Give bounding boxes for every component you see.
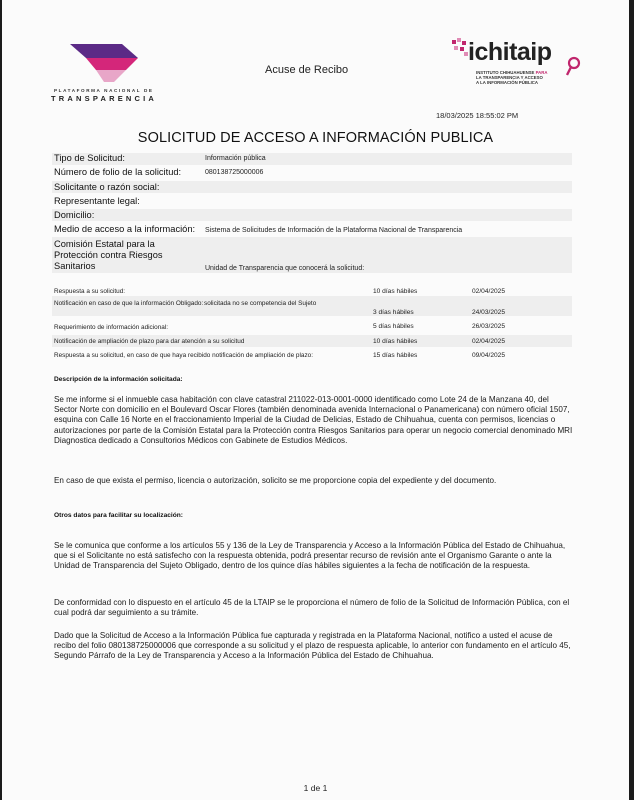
ichitaip-pixel-icon [450,38,470,64]
other-paragraph: Dado que la Solicitud de Acceso a la Información Pública fue capturada y registrada en la Plataforma Nacional, notifico a usted el acuse de recibo del folio 080138725000006 que corresponde a su solicitud y el plazo de respuesta aplicable, lo anterior con fundamento en el artículo 45, Segundo Párrafo de la Ley de Transparencia y Acceso a la Información Pública del Estado de Chihuahua. [54,631,571,661]
deadline-date: 26/03/2025 [472,323,506,330]
deadline-label: Notificación en caso de que la información Obligado: [54,300,204,307]
deadline-days: 5 días hábiles [373,323,414,330]
deadline-date: 02/04/2025 [472,338,506,345]
description-heading: Descripción de la información solicitada: [54,376,183,383]
deadline-date: 24/03/2025 [472,309,506,316]
other-paragraph: Se le comunica que conforme a los artículos 55 y 136 de la Ley de Transparencia y Acceso a la Información Pública del Estado de Chihuahua, que si el Solicitante no está satisfecho con la respuesta obtenida, podrá presentar recurso de revisión ante el Organismo Garante o ante la Unidad de Transparencia del Sujeto Obligado, dentro de los quince días hábiles siguientes a la fecha de notificación de la respuesta. [54,541,566,571]
description-paragraph: En caso de que exista el permiso, licencia o autorización, solicito se me proporcione copia del expediente y del documento. [54,476,497,485]
deadline-days: 15 días hábiles [373,352,418,359]
document-page [2,0,629,800]
timestamp: 18/03/2025 18:55:02 PM [436,111,519,120]
document-title: SOLICITUD DE ACCESO A INFORMACIÓN PUBLICA [137,130,494,146]
deadline-days: 10 días hábiles [373,338,418,345]
pnt-line1: PLATAFORMA NACIONAL DE [54,88,154,93]
ichitaip-sub-line2: LA TRANSPARENCIA Y ACCESO [476,75,543,80]
deadline-days: 10 días hábiles [373,288,418,295]
deadline-date: 02/04/2025 [472,288,506,295]
field-label-solicitante: Solicitante o razón social: [54,182,160,192]
ichitaip-pin-icon [566,56,582,78]
ichitaip-sub-line3: A LA INFORMACIÓN PÚBLICA [476,80,538,85]
ichitaip-sub-pink: PARA [535,70,548,75]
field-value-unidad: Unidad de Transparencia que conocerá la solicitud: [205,265,365,272]
description-paragraph: Se me informe si el inmueble casa habitación con clave catastral 211022-013-0001-0000 identificado como Lote 24 de la Manzana 40, del Sector Norte con domicilio en el Boulevard Oscar Flores (también denominada avenida Internacional o Panamericana) con número oficial 1507, esquina con Calle 16 Norte en el fraccionamiento Imperial de la Ciudad de Delicias, Estado de Chihuahua, cuenta con permisos, licencias o autorizaciones por parte de la Comisión Estatal para la Protección contra Riesgos Sanitarios para operar un negocio comercial denominado MRI Diagnostica dedicado a Consultorios Médicos con Gabinete de Estudios Médicos. [54,395,573,445]
pnt-emblem-icon [66,44,146,84]
field-label-folio: Número de folio de la solicitud: [54,167,182,177]
pnt-logo [48,44,168,104]
deadline-label: Respuesta a su solicitud, en caso de que haya recibido notificación de ampliación de plazo: [54,352,313,359]
acuse-label: Acuse de Recibo [265,64,349,76]
field-label-representante: Representante legal: [54,196,140,206]
field-label-tipo: Tipo de Solicitud: [54,153,125,163]
page-number: 1 de 1 [303,783,328,793]
other-heading: Otros datos para facilitar su localización: [54,512,183,519]
pnt-line2: TRANSPARENCIA [51,94,158,103]
ichitaip-logo [450,30,590,90]
deadline-label: Requerimiento de información adicional: [54,324,169,331]
ichitaip-sub-plain: INSTITUTO CHIHUAHUENSE [476,70,536,75]
ichitaip-subtitle [476,70,566,85]
field-value-folio: 080138725000006 [205,169,264,176]
field-label-domicilio: Domicilio: [54,210,95,220]
field-label-comision: Comisión Estatal para la Protección contra Riesgos Sanitarios [54,239,163,271]
ichitaip-wordmark: ichitaip [468,38,552,66]
field-value-tipo: Información pública [205,155,266,162]
field-label-medio: Medio de acceso a la información: [54,224,196,234]
deadline-date: 09/04/2025 [472,352,506,359]
row-band [52,153,572,165]
deadline-label: Notificación de ampliación de plazo para dar atención a su solicitud [54,338,245,345]
deadline-label: Respuesta a su solicitud: [54,288,126,295]
deadline-days: 3 días hábiles [373,309,414,316]
deadline-middle: solicitada no se competencia del Sujeto [204,300,317,307]
field-value-medio: Sistema de Solicitudes de Información de la Plataforma Nacional de Transparencia [205,227,463,234]
row-band [52,209,572,221]
other-paragraph: De conformidad con lo dispuesto en el artículo 45 de la LTAIP se le proporciona el número de folio de la Solicitud de Información Pública, con el cual podrá dar seguimiento a su trámite. [54,598,570,618]
